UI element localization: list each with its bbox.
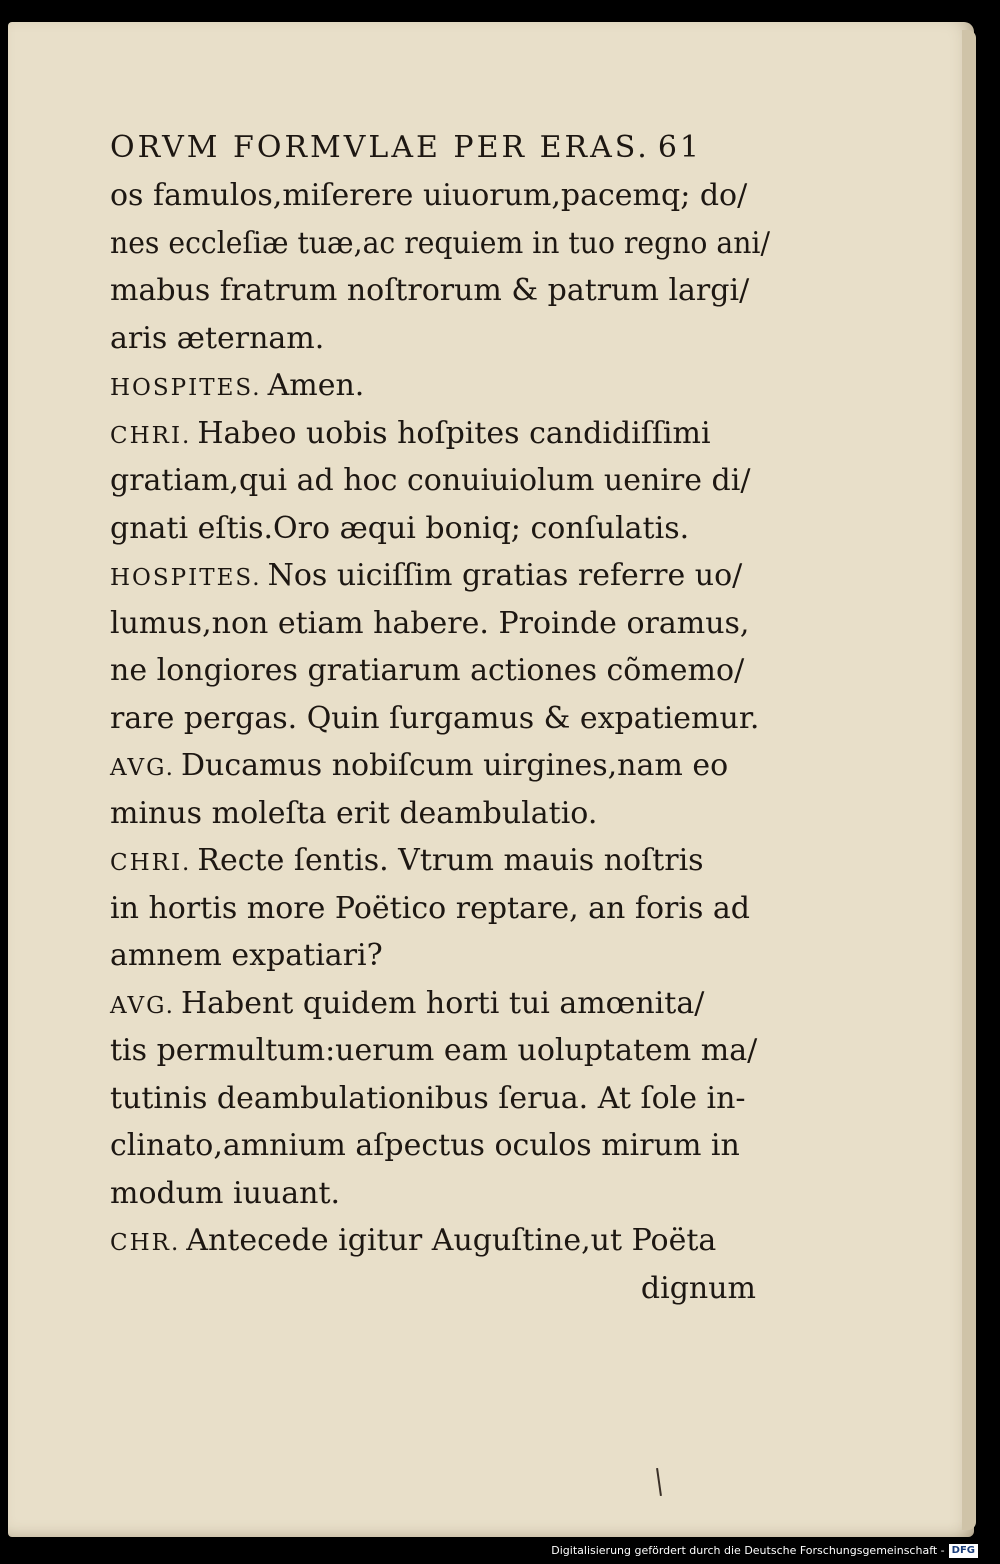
page-edge <box>962 30 976 1530</box>
text-line <box>110 1075 770 1123</box>
catchword: dignum <box>640 1270 756 1306</box>
speaker-label: HOSPITES. <box>110 565 262 591</box>
speaker-label: CHRI. <box>110 850 192 876</box>
line-text: ne longiores gratiarum actiones cõmemo/ <box>110 653 745 688</box>
speaker-label: AVG. <box>110 755 175 781</box>
text-line <box>110 980 770 1028</box>
speaker-label: CHR. <box>110 1230 181 1256</box>
line-text: lumus,non etiam habere. Proinde oramus, <box>110 605 750 641</box>
line-text: Habeo uobis hoſpites candidiſſimi <box>197 415 711 451</box>
text-line <box>110 885 770 933</box>
text-line <box>110 695 770 743</box>
running-head <box>110 124 770 172</box>
line-text: modum iuuant. <box>110 1175 341 1211</box>
text-line <box>110 315 770 363</box>
text-line <box>110 1027 770 1075</box>
text-line <box>110 1170 770 1218</box>
text-line <box>110 362 770 410</box>
text-line <box>110 932 770 980</box>
line-text: amnem expatiari? <box>110 938 383 973</box>
line-text: tis permultum:uerum eam uoluptatem ma/ <box>110 1033 758 1068</box>
text-line <box>110 790 770 838</box>
line-text: rare pergas. Quin ſurgamus & expatiemur. <box>110 700 760 736</box>
text-line <box>110 172 770 220</box>
line-text: Amen. <box>267 368 365 403</box>
line-text: gratiam,qui ad hoc conuiuiolum uenire di/ <box>110 463 751 498</box>
line-text: os famulos,miſerere uiuorum,pacemq; do/ <box>110 178 748 213</box>
text-line <box>110 742 770 790</box>
dfg-logo-icon: DFG <box>949 1544 978 1558</box>
text-line <box>110 1122 770 1170</box>
line-text: clinato,amnium aſpectus oculos mirum in <box>110 1128 740 1163</box>
line-text: aris æternam. <box>110 320 325 356</box>
footer-credit-text: Digitalisierung gefördert durch die Deutsche Forschungsgemeinschaft - <box>551 1544 945 1557</box>
line-text: tutinis deambulationibus ſerua. At ſole in- <box>110 1080 746 1116</box>
text-line <box>110 457 770 505</box>
line-text: minus moleſta erit deambulatio. <box>110 795 598 831</box>
running-head-title: ORVM FORMVLAE PER ERAS. <box>110 130 650 165</box>
speaker-label: HOSPITES. <box>110 375 262 401</box>
text-line <box>110 220 770 268</box>
text-line <box>110 1217 770 1265</box>
line-text: gnati eſtis.Oro æqui boniq; conſulatis. <box>110 510 690 546</box>
line-text: Habent quidem horti tui amœnita/ <box>180 985 705 1021</box>
line-text: Antecede igitur Auguſtine,ut Poëta <box>186 1223 717 1258</box>
line-text: Ducamus nobiſcum uirgines,nam eo <box>180 748 729 783</box>
text-line <box>110 600 770 648</box>
text-block <box>110 124 770 1312</box>
folio-number: 61 <box>657 130 703 165</box>
text-line <box>110 410 770 458</box>
text-line <box>110 552 770 600</box>
line-text: mabus fratrum noſtrorum & patrum largi/ <box>110 273 750 308</box>
speaker-label: CHRI. <box>110 422 192 449</box>
line-text: nes eccleſiæ tuæ,ac requiem in tuo regno ani/ <box>110 225 770 261</box>
line-text: in hortis more Poëtico reptare, an foris ad <box>110 890 751 926</box>
body-text <box>110 172 770 1265</box>
line-text: Recte ſentis. Vtrum mauis noſtris <box>197 843 704 878</box>
text-line <box>110 505 770 553</box>
text-line <box>110 267 770 315</box>
text-line <box>110 837 770 885</box>
footer-credit <box>551 1542 978 1560</box>
speaker-label: AVG. <box>110 992 175 1019</box>
text-line <box>110 647 770 695</box>
line-text: Nos uiciſſim gratias referre uo/ <box>267 558 743 593</box>
